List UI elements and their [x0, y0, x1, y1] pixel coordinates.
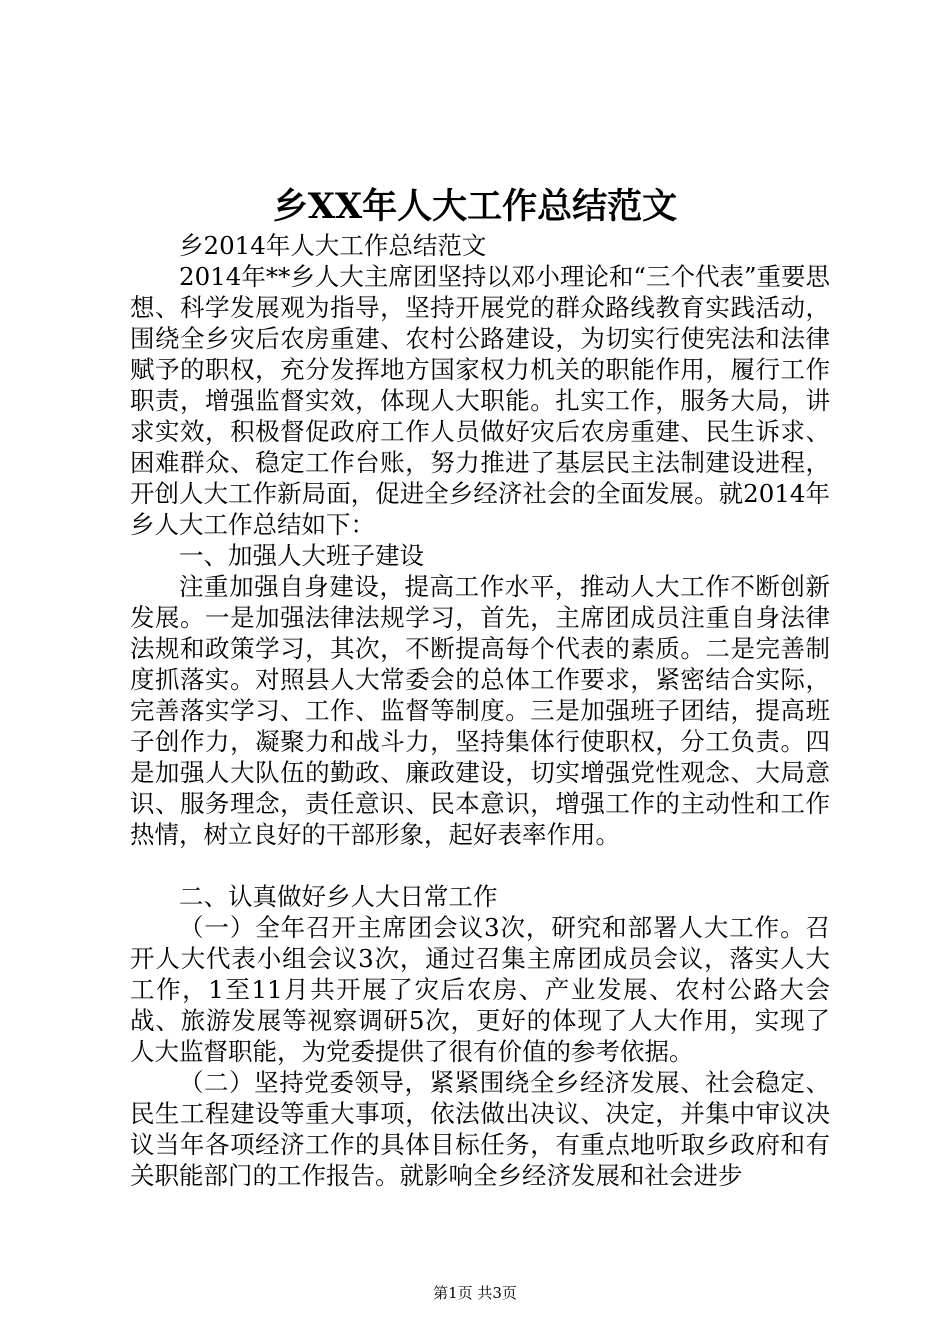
- document-subtitle: 乡2014年人大工作总结范文: [179, 231, 487, 260]
- section-heading-1: 一、加强人大班子建设: [179, 541, 424, 570]
- paragraph-item-1: （一）全年召开主席团会议3次，研究和部署人大工作。召开人大代表小组会议3次，通过召集主席团成员会议，落实人大工作，1至11月共开展了灾后农房、产业发展、农村公路大会战、旅游发展等视察调研5次，更好的体现了人大作用，实现了人大监督职能，为党委提供了很有价值的参考依据。: [130, 913, 830, 1066]
- page-number: 第1页 共3页: [433, 1284, 517, 1302]
- paragraph-intro: 2014年**乡人大主席团坚持以邓小理论和“三个代表”重要思想、科学发展观为指导，坚持开展党的群众路线教育实践活动，围绕全乡灾后农房重建、农村公路建设，为切实行使宪法和法律赋予的职权，充分发挥地方国家权力机关的职能作用，履行工作职责，增强监督实效，体现人大职能。扎实工作，服务大局，讲求实效，积极督促政府工作人员做好灾后农房重建、民生诉求、困难群众、稳定工作台账，努力推进了基层民主法制建设进程，开创人大工作新局面，促进全乡经济社会的全面发展。就2014年乡人大工作总结如下：: [130, 262, 830, 539]
- section-heading-2: 二、认真做好乡人大日常工作: [179, 882, 498, 911]
- paragraph-spacer: [130, 850, 830, 881]
- document-title: 乡XX年人大工作总结范文: [272, 186, 678, 227]
- paragraph-section-1: 注重加强自身建设，提高工作水平，推动人大工作不断创新发展。一是加强法律法规学习，首先，主席团成员注重自身法律法规和政策学习，其次，不断提高每个代表的素质。二是完善制度抓落实。对照县人大常委会的总体工作要求，紧密结合实际，完善落实学习、工作、监督等制度。三是加强班子团结，提高班子创作力，凝聚力和战斗力，坚持集体行使职权，分工负责。四是加强人大队伍的勤政、廉政建设，切实增强党性观念、大局意识、服务理念，责任意识、民本意识，增强工作的主动性和工作热情，树立良好的干部形象，起好表率作用。: [130, 572, 830, 849]
- paragraph-item-2: （二）坚持党委领导，紧紧围绕全乡经济发展、社会稳定、民生工程建设等重大事项，依法做出决议、决定，并集中审议决议当年各项经济工作的具体目标任务，有重点地听取乡政府和有关职能部门的工作报告。就影响全乡经济发展和社会进步: [130, 1068, 830, 1190]
- document-body: [130, 230, 830, 1191]
